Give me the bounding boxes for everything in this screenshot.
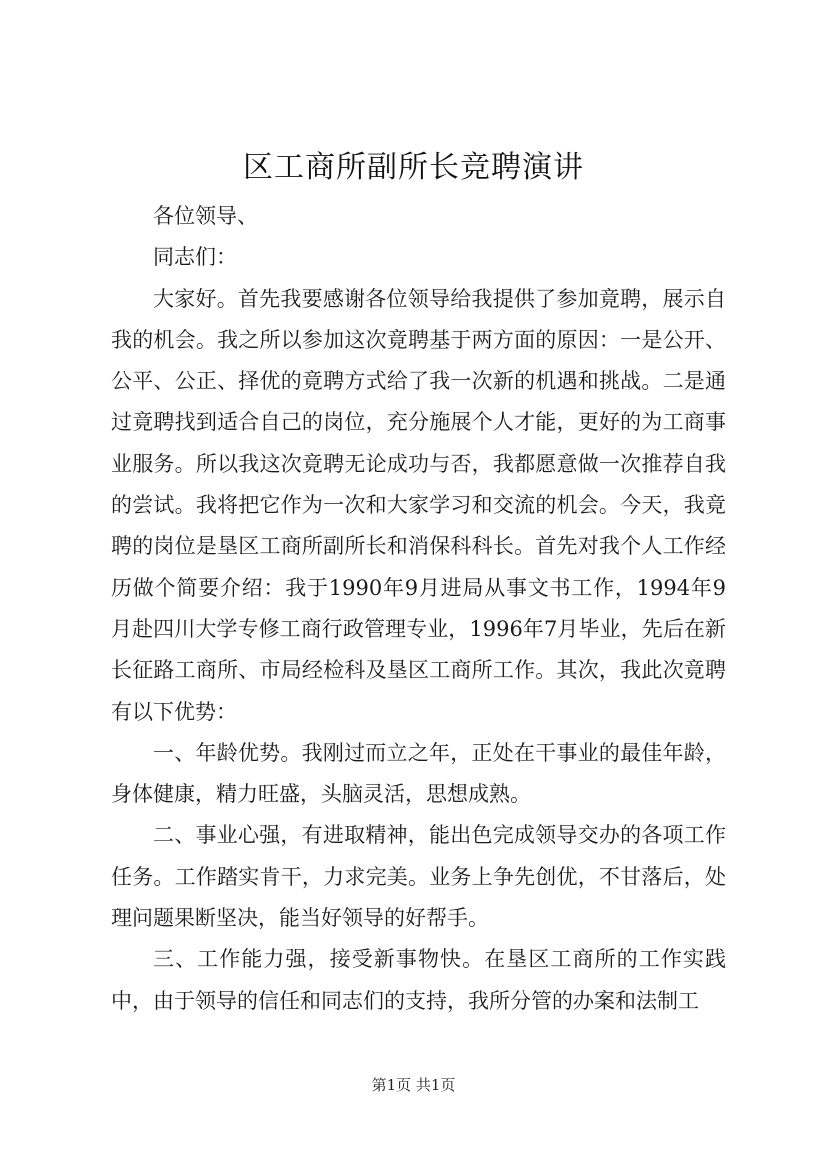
- body-paragraph: 一、年龄优势。我刚过而立之年，正处在干事业的最佳年龄，身体健康，精力旺盛，头脑灵活，思想成熟。: [111, 740, 726, 807]
- body-paragraph: 大家好。首先我要感谢各位领导给我提供了参加竟聘，展示自我的机会。我之所以参加这次竟聘基于两方面的原因：一是公开、公平、公正、择优的竟聘方式给了我一次新的机遇和挑战。二是通过竟聘找到适合自己的岗位，充分施展个人才能，更好的为工商事业服务。所以我这次竟聘无论成功与否，我都愿意做一次推荐自我的尝试。我将把它作为一次和大家学习和交流的机会。今天，我竟聘的岗位是垦区工商所副所长和消保科科长。首先对我个人工作经历做个简要介绍：我于1990年9月进局从事文书工作，1994年9月赴四川大学专修工商行政管理专业，1996年7月毕业，先后在新长征路工商所、市局经检科及垦区工商所工作。其次，我此次竟聘有以下优势：: [111, 286, 726, 724]
- document-body: [111, 196, 726, 1022]
- document-title: 区工商所副所长竞聘演讲: [243, 150, 584, 185]
- salutation-line: 各位领导、: [153, 204, 258, 228]
- body-paragraph: 三、工作能力强，接受新事物快。在垦区工商所的工作实践中，由于领导的信任和同志们的支持，我所分管的办案和法制工: [111, 947, 726, 1013]
- page-footer: 第1页 共1页: [371, 1076, 456, 1094]
- body-paragraph: 二、事业心强，有进取精神，能出色完成领导交办的各项工作任务。工作踏实肯干，力求完美。业务上争先创优，不甘落后，处理问题果断坚决，能当好领导的好帮手。: [111, 823, 726, 931]
- salutation-line: 同志们：: [153, 245, 237, 270]
